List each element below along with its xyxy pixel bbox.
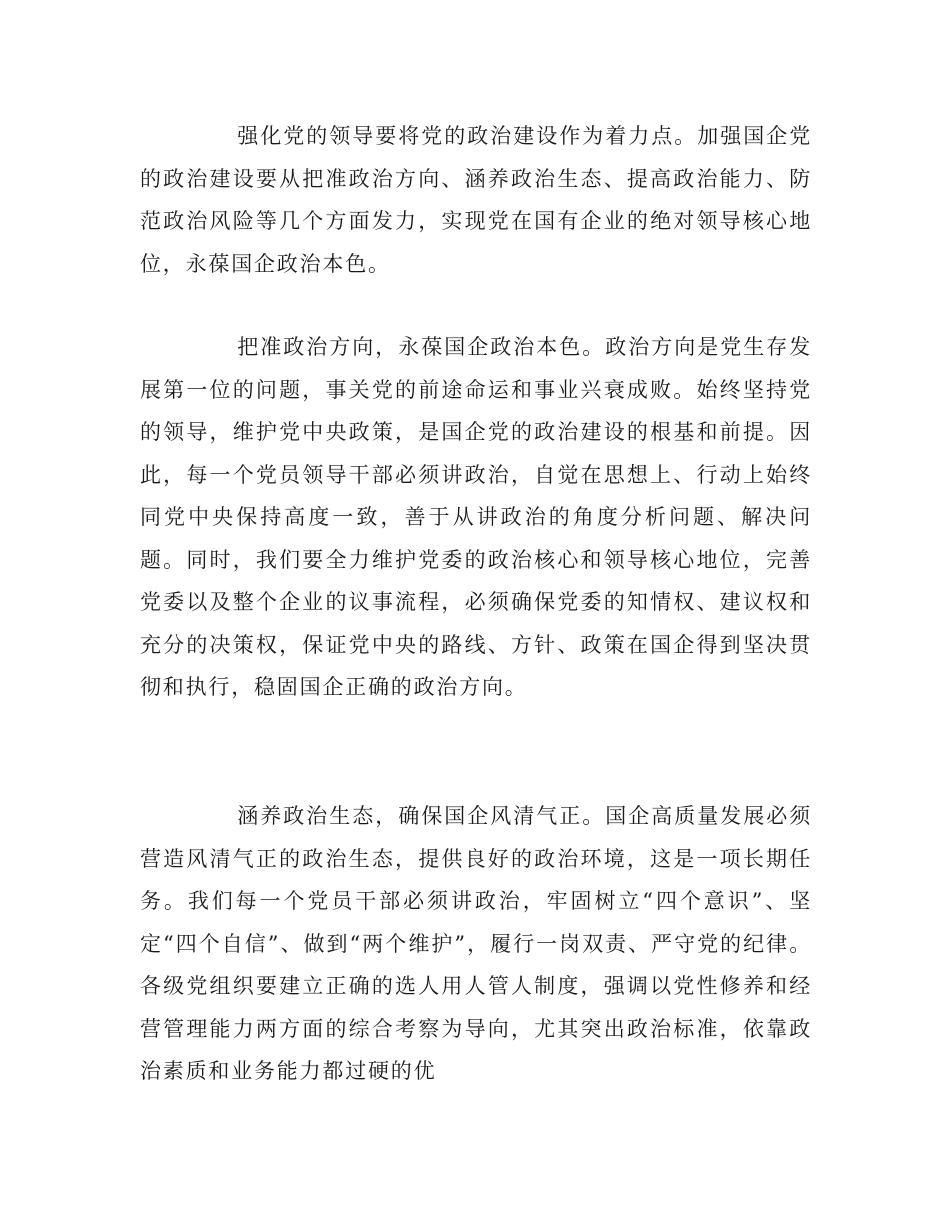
paragraph-3-text: 涵养政治生态，确保国企风清气正。国企高质量发展必须营造风清气正的政治生态，提供良好的政治环境，这是一项长期任务。我们每一个党员干部必须讲政治，牢固树立“四个意识”、坚定“四个自信”、做到“两个维护”，履行一岗双责、严守党的纪律。各级党组织要建立正确的选人用人管人制度，强调以党性修养和经营管理能力两方面的综合考察为导向，尤其突出政治标准，依靠政治素质和业务能力都过硬的优 bbox=[140, 804, 812, 1083]
paragraph-2 bbox=[140, 326, 812, 709]
paragraph-2-text: 把准政治方向，永葆国企政治本色。政治方向是党生存发展第一位的问题，事关党的前途命运和事业兴衰成败。始终坚持党的领导，维护党中央政策，是国企党的政治建设的根基和前提。因此，每一个党员领导干部必须讲政治，自觉在思想上、行动上始终同党中央保持高度一致，善于从讲政治的角度分析问题、解决问题。同时，我们要全力维护党委的政治核心和领导核心地位，完善党委以及整个企业的议事流程，必须确保党委的知情权、建议权和充分的决策权，保证党中央的路线、方针、政策在国企得到坚决贯彻和执行，稳固国企正确的政治方向。 bbox=[140, 335, 812, 699]
paragraph-1 bbox=[140, 115, 812, 285]
paragraph-3 bbox=[140, 795, 812, 1093]
paragraph-1-text: 强化党的领导要将党的政治建设作为着力点。加强国企党的政治建设要从把准政治方向、涵养政治生态、提高政治能力、防范政治风险等几个方面发力，实现党在国有企业的绝对领导核心地位，永葆国企政治本色。 bbox=[140, 124, 812, 276]
